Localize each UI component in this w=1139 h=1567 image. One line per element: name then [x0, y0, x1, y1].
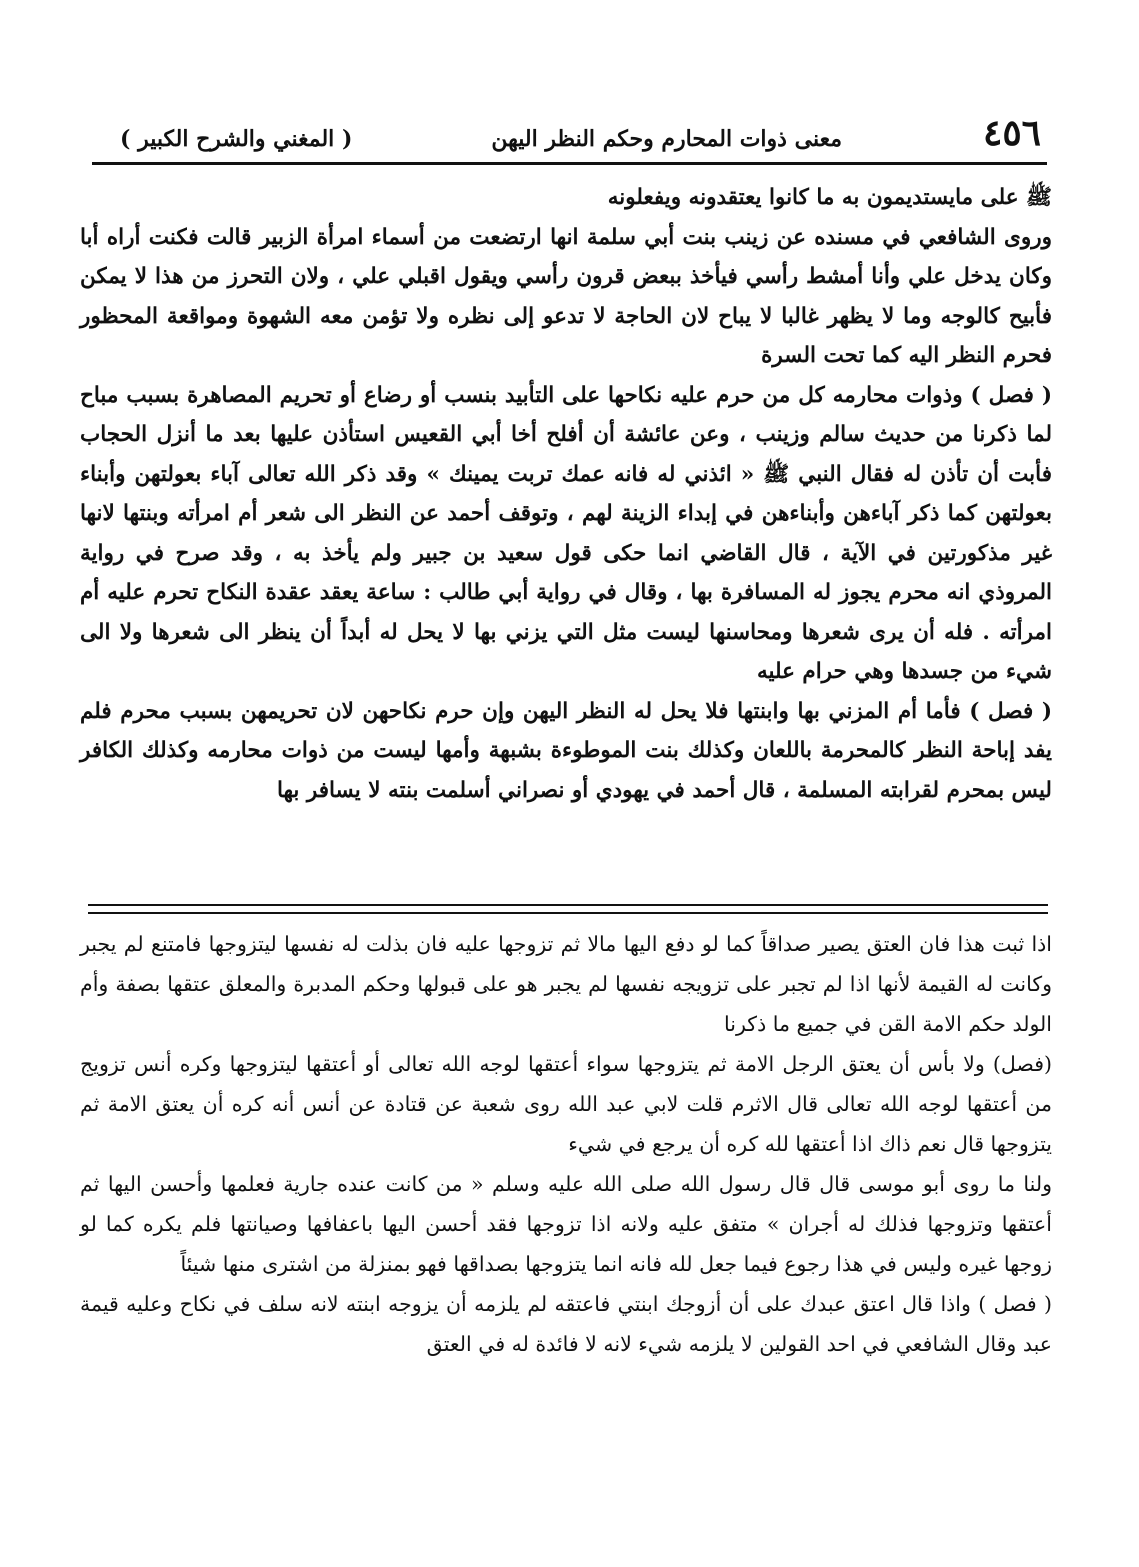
page-header	[92, 112, 1047, 164]
commentary-text-block	[80, 924, 1052, 1364]
page-number: ٤٥٦	[982, 112, 1041, 154]
commentary-paragraph: ولنا ما روى أبو موسى قال قال رسول الله صلى الله عليه وسلم « من كانت عنده جارية فعلمها وأحسن اليها ثم أعتقها وتزوجها فذلك له أجران » متفق عليه ولانه اذا تزوجها فقد أحسن اليها باعفافها وصيانتها فلم يكره كما لو زوجها غيره وليس في هذا رجوع فيما جعل لله فانه انما يتزوجها بصداقها فهو بمنزلة من اشترى منها شيئاً	[80, 1172, 1052, 1276]
main-paragraph: ( فصل ) فأما أم المزني بها وابنتها فلا يحل له النظر اليهن وإن حرم نكاحهن لان تحريمهن بسبب محرم فلم يفد إباحة النظر كالمحرمة باللعان وكذلك بنت الموطوءة بشبهة وأمها ليست من ذوات محارمه وكذلك الكافر ليس بمحرم لقرابته المسلمة ، قال أحمد في يهودي أو نصراني أسلمت بنته لا يسافر بها	[80, 698, 1052, 803]
book-title: ( المغني والشرح الكبير )	[120, 126, 353, 152]
commentary-paragraph: اذا ثبت هذا فان العتق يصير صداقاً كما لو دفع اليها مالا ثم تزوجها عليه فان بذلت له نفسها ليتزوجها فامتنع لم يجبر وكانت له القيمة لأنها اذا لم تجبر على تزويجه نفسها لم يجبر هو على قبولها وحكم المدبرة والمعلق عتقها بصفة وأم الولد حكم الامة القن في جميع ما ذكرنا	[80, 932, 1052, 1036]
main-paragraph: وروى الشافعي في مسنده عن زينب بنت أبي سلمة انها ارتضعت من أسماء امرأة الزبير قالت فكنت أراه أبا وكان يدخل علي وأنا أمشط رأسي فيأخذ ببعض قرون رأسي ويقول اقبلي علي ، ولان التحرز من هذا لا يمكن فأبيح كالوجه وما لا يظهر غالبا لا يباح لان الحاجة لا تدعو إلى نظره ولا تؤمن معه الشهوة ومواقعة المحظور فحرم النظر اليه كما تحت السرة	[80, 224, 1052, 368]
main-paragraph: ﷺ على مايستديمون به ما كانوا يعتقدونه ويفعلونه	[607, 185, 1052, 210]
footnote-divider	[88, 912, 1048, 914]
commentary-paragraph: ( فصل ) واذا قال اعتق عبدك على أن أزوجك ابنتي فاعتقه لم يلزمه أن يزوجه ابنته لانه سلف في نكاح وعليه قيمة عبد وقال الشافعي في احد القولين لا يلزمه شيء لانه لا فائدة له في العتق	[80, 1292, 1052, 1356]
footnote-divider	[88, 904, 1048, 906]
commentary-paragraph: (فصل) ولا بأس أن يعتق الرجل الامة ثم يتزوجها سواء أعتقها لوجه الله تعالى أو أعتقها ليتزوجها وكره أنس تزويج من أعتقها لوجه الله تعالى قال الاثرم قلت لابي عبد الله روى شعبة عن قتادة عن أنس أنه كره أن يعتق الامة ثم يتزوجها قال نعم ذاك اذا أعتقها لله كره أن يرجع في شيء	[80, 1052, 1052, 1156]
main-paragraph: ( فصل ) وذوات محارمه كل من حرم عليه نكاحها على التأبيد بنسب أو رضاع أو تحريم المصاهرة بسبب مباح لما ذكرنا من حديث سالم وزينب ، وعن عائشة أن أفلح أخا أبي القعيس استأذن عليها بعد ما أنزل الحجاب فأبت أن تأذن له فقال النبي ﷺ « ائذني له فانه عمك تربت يمينك » وقد ذكر الله تعالى آباء بعولتهن وأبناء بعولتهن كما ذكر آباءهن وأبناءهن في إبداء الزينة لهم ، وتوقف أحمد عن النظر الى شعر أم امرأته وبنتها لانها غير مذكورتين في الآية ، قال القاضي انما حكى قول سعيد بن جبير ولم يأخذ به ، وقد صرح في رواية المروذي انه محرم يجوز له المسافرة بها ، وقال في رواية أبي طالب : ساعة يعقد عقدة النكاح تحرم عليه أم امرأته . فله أن يرى شعرها ومحاسنها ليست مثل التي يزني بها لا يحل له أبداً أن ينظر الى شعرها ولا الى شيء من جسدها وهي حرام عليه	[80, 382, 1052, 684]
main-text-block	[80, 178, 1052, 810]
running-title: معنى ذوات المحارم وحكم النظر اليهن	[491, 126, 842, 152]
header-divider	[92, 162, 1047, 165]
